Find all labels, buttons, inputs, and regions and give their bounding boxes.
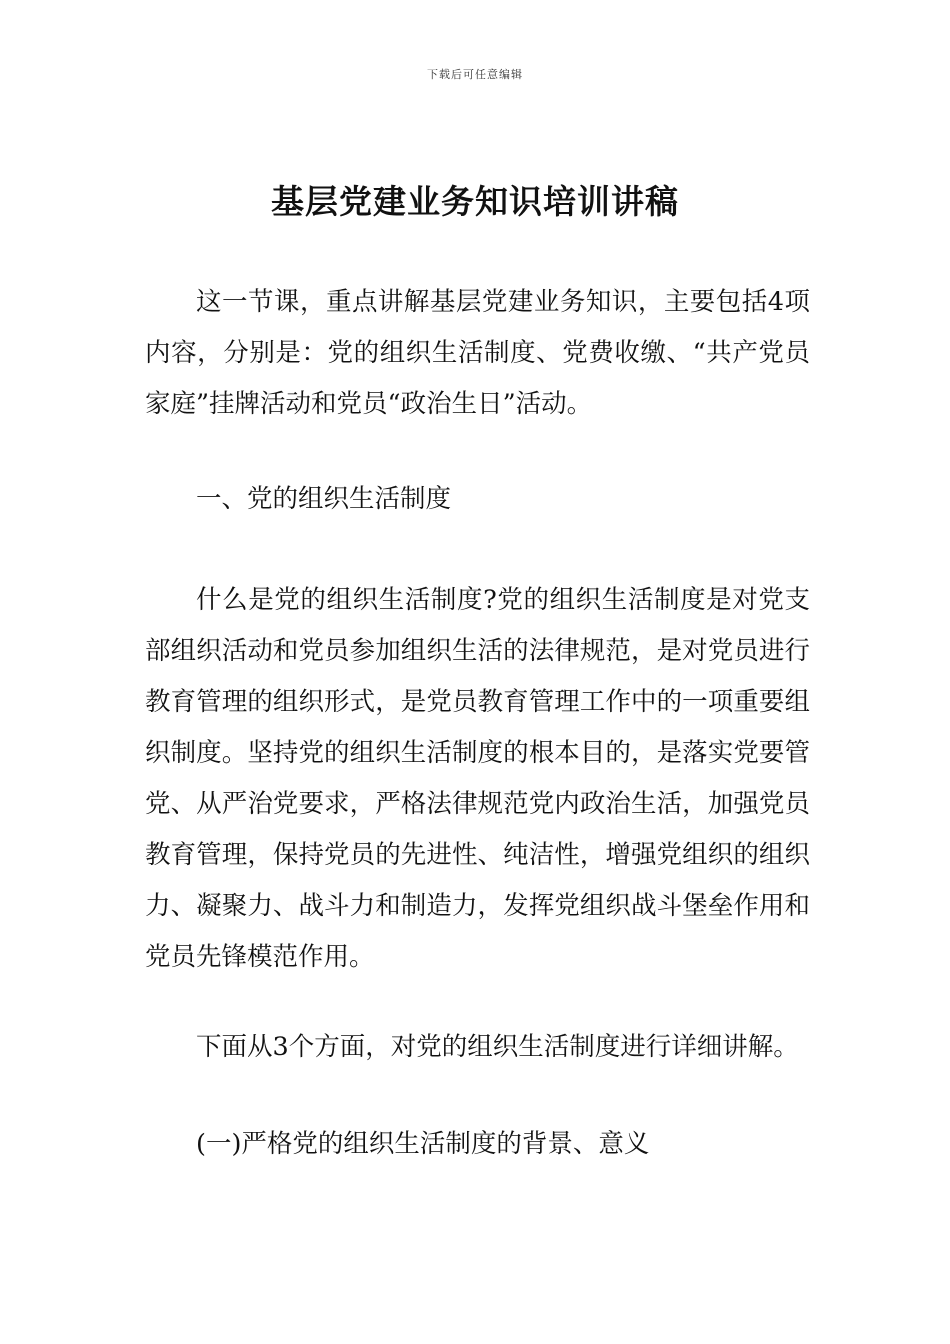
subsection-heading-1: (一)严格党的组织生活制度的背景、意义 — [196, 1129, 650, 1159]
page-header-note: 下载后可任意编辑 — [427, 68, 523, 81]
section-1-transition-paragraph: 下面从3个方面，对党的组织生活制度进行详细讲解。 — [196, 1032, 799, 1062]
document-title: 基层党建业务知识培训讲稿 — [271, 182, 679, 221]
intro-paragraph: 这一节课，重点讲解基层党建业务知识，主要包括4项内容，分别是：党的组织生活制度、党费收缴、“共产党员家庭”挂牌活动和党员“政治生日”活动。 — [145, 287, 810, 419]
section-1-body-paragraph: 什么是党的组织生活制度?党的组织生活制度是对党支部组织活动和党员参加组织生活的法律规范，是对党员进行教育管理的组织形式，是党员教育管理工作中的一项重要组织制度。坚持党的组织生活制度的根本目的，是落实党要管党、从严治党要求，严格法律规范党内政治生活，加强党员教育管理，保持党员的先进性、纯洁性，增强党组织的组织力、凝聚力、战斗力和制造力，发挥党组织战斗堡垒作用和党员先锋模范作用。 — [145, 585, 810, 972]
section-heading-1: 一、党的组织生活制度 — [196, 484, 452, 514]
